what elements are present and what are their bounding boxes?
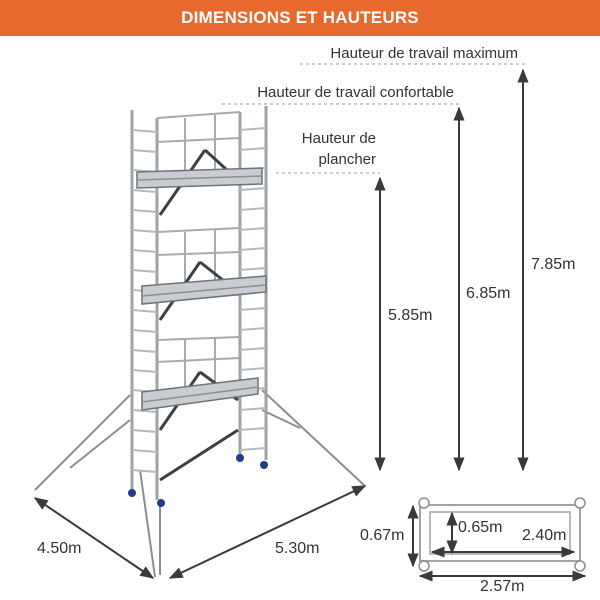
floor-height-value: 5.85m	[388, 307, 433, 324]
height-dimensions	[380, 70, 523, 470]
platform-length-inner-value: 2.40m	[522, 527, 567, 544]
depth-line	[35, 498, 153, 578]
max-height-value: 7.85m	[531, 256, 576, 273]
comfort-height-label: Hauteur de travail confortable	[257, 84, 454, 101]
width-line	[170, 486, 365, 578]
platform-length-outer-value: 2.57m	[480, 578, 525, 595]
comfort-height-value: 6.85m	[466, 285, 511, 302]
page-title: DIMENSIONS ET HAUTEURS	[181, 8, 419, 27]
base-width-value: 5.30m	[275, 540, 320, 557]
base-dimensions	[35, 486, 365, 578]
platform-height-inner-value: 0.65m	[458, 519, 503, 536]
scaffold-tower	[35, 106, 365, 577]
base-depth-value: 4.50m	[37, 540, 82, 557]
platform-height-outer-value: 0.67m	[360, 527, 405, 544]
max-height-label: Hauteur de travail maximum	[330, 45, 518, 62]
floor-height-label-line2: plancher	[318, 151, 376, 168]
floor-height-label-line1: Hauteur de	[301, 130, 376, 147]
